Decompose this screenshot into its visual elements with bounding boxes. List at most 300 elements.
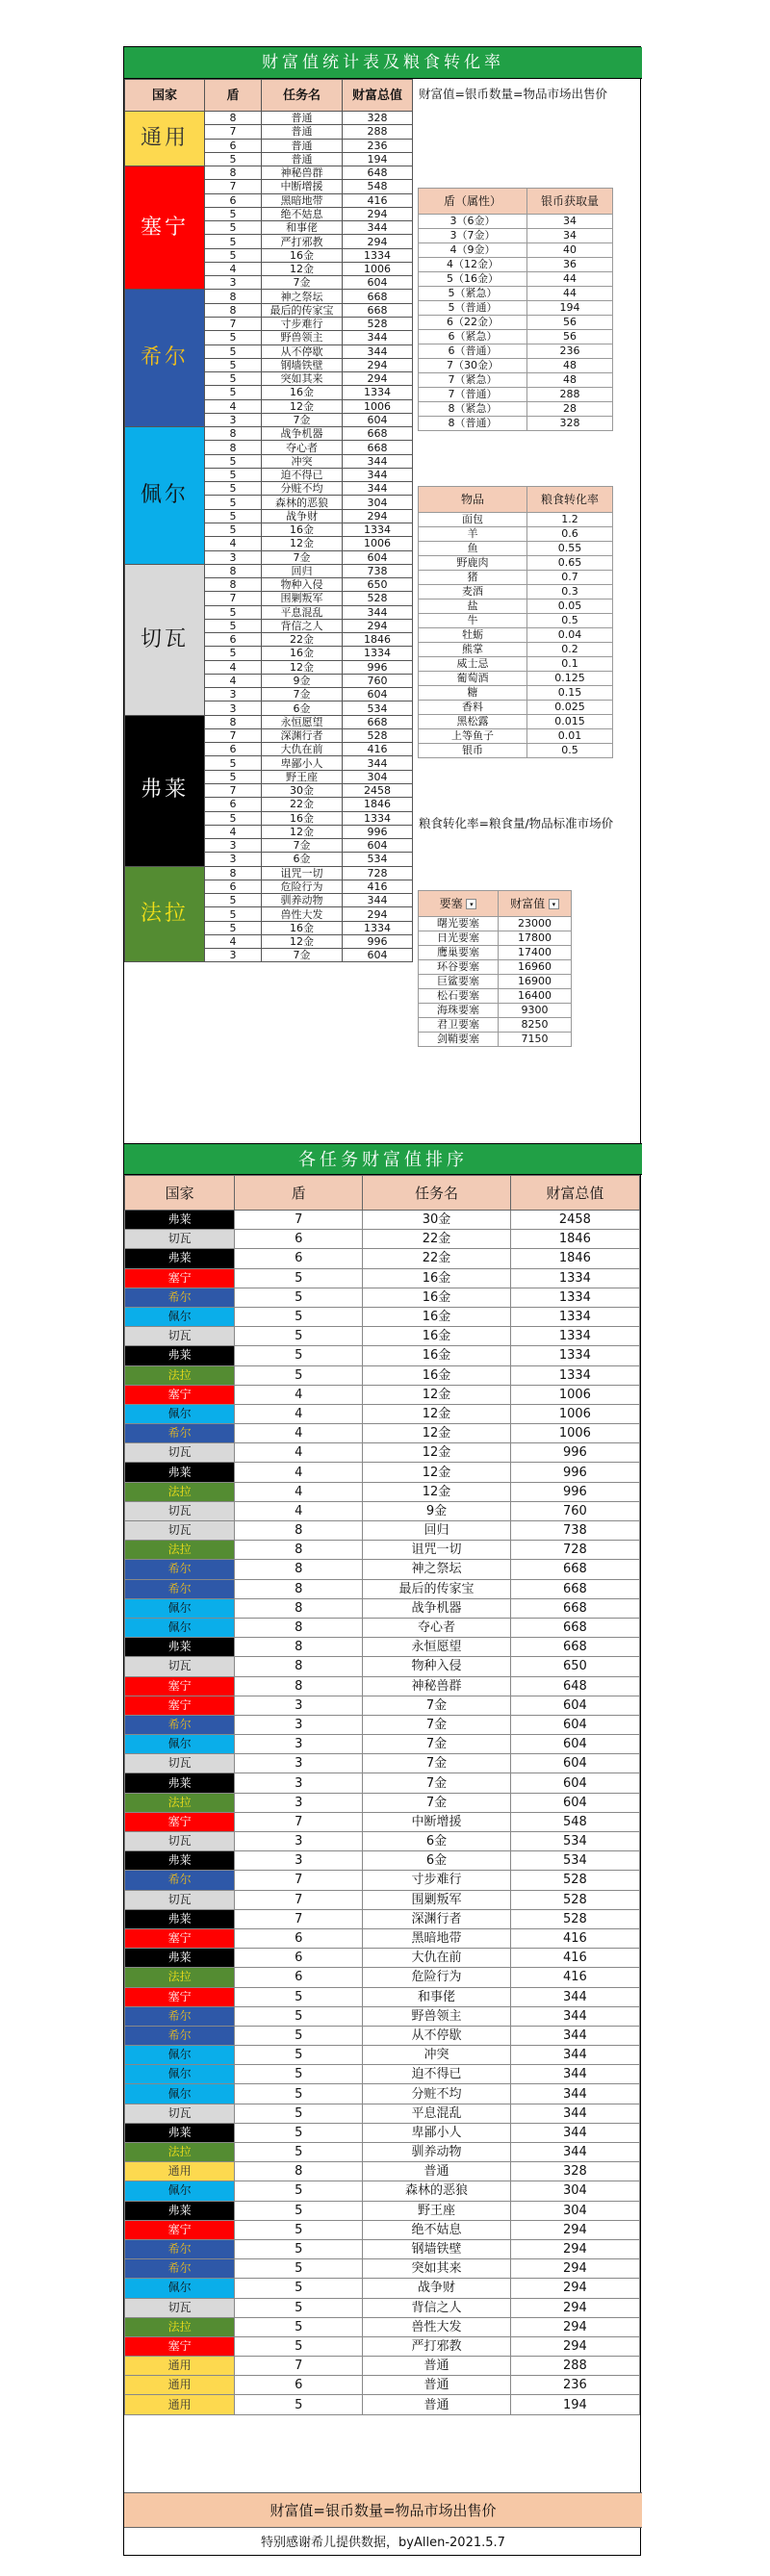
silver-cell: 48 — [527, 373, 613, 388]
country-cell: 塞宁 — [125, 166, 205, 290]
table-row — [419, 388, 613, 402]
task-cell: 围剿叛军 — [262, 592, 343, 605]
shield-cell: 4（9金） — [419, 243, 527, 258]
task-cell: 分赃不均 — [262, 482, 343, 496]
shield-cell: 4 — [235, 1404, 363, 1423]
task-cell: 22金 — [363, 1230, 510, 1249]
ranking-row — [125, 2006, 640, 2026]
shield-cell: 5 — [205, 482, 262, 496]
wealth-cell: 294 — [510, 2336, 639, 2356]
wealth-cell: 1334 — [343, 921, 413, 934]
ranking-row — [125, 2357, 640, 2376]
task-cell: 从不停歇 — [262, 344, 343, 358]
wealth-cell: 294 — [510, 2239, 639, 2258]
task-cell: 7金 — [262, 413, 343, 426]
ranking-row — [125, 1327, 640, 1346]
ranking-row — [125, 2279, 640, 2298]
shield-cell: 5 — [205, 619, 262, 632]
ranking-row — [125, 1638, 640, 1657]
wealth-cell: 344 — [343, 605, 413, 619]
country-cell: 法拉 — [125, 1482, 235, 1501]
task-cell: 6金 — [363, 1832, 510, 1851]
silver-cell: 48 — [527, 359, 613, 373]
wealth-cell: 604 — [343, 949, 413, 962]
table-row — [419, 258, 613, 272]
table-row — [419, 243, 613, 258]
shield-cell: 5 — [235, 2259, 363, 2279]
task-cell: 16金 — [363, 1365, 510, 1385]
shield-cell: 5 — [205, 386, 262, 399]
ranking-row — [125, 1949, 640, 1968]
country-cell: 弗莱 — [125, 1249, 235, 1268]
filter-dropdown-icon[interactable]: ▾ — [466, 899, 476, 909]
task-cell: 9金 — [262, 674, 343, 687]
wealth-cell: 344 — [343, 344, 413, 358]
country-cell: 弗莱 — [125, 1638, 235, 1657]
wealth-cell: 1334 — [343, 647, 413, 660]
task-cell: 绝不姑息 — [363, 2220, 510, 2239]
wealth-cell: 236 — [510, 2376, 639, 2395]
ranking-row — [125, 1385, 640, 1404]
task-cell: 7金 — [363, 1754, 510, 1773]
table-row — [419, 599, 613, 614]
food-conversion-table — [418, 486, 613, 758]
wealth-cell: 1006 — [343, 399, 413, 413]
shield-cell: 8 — [235, 1579, 363, 1598]
shield-cell: 5 — [205, 358, 262, 371]
table-row — [419, 975, 572, 989]
wealth-cell: 604 — [510, 1754, 639, 1773]
ranking-row — [125, 1541, 640, 1560]
country-cell: 切瓦 — [125, 1501, 235, 1520]
rank-header-wealth: 财富总值 — [510, 1176, 639, 1211]
country-cell: 法拉 — [125, 1541, 235, 1560]
table-row — [125, 112, 413, 125]
task-cell: 驯养动物 — [363, 2143, 510, 2162]
ranking-row — [125, 2123, 640, 2142]
wealth-cell: 648 — [510, 1676, 639, 1696]
wealth-cell: 294 — [510, 2259, 639, 2279]
task-cell: 夺心者 — [363, 1618, 510, 1637]
task-cell: 6金 — [262, 853, 343, 866]
shield-cell: 4 — [235, 1443, 363, 1463]
country-cell: 弗莱 — [125, 1346, 235, 1365]
rank-header-task: 任务名 — [363, 1176, 510, 1211]
country-cell: 切瓦 — [125, 1443, 235, 1463]
ranking-row — [125, 1618, 640, 1637]
country-cell: 切瓦 — [125, 1657, 235, 1676]
sheet-title: 财富值统计表及粮食转化率 — [124, 47, 642, 79]
table-row — [419, 744, 613, 758]
wealth-cell: 1334 — [343, 811, 413, 825]
ranking-row — [125, 1346, 640, 1365]
wealth-cell: 668 — [343, 290, 413, 303]
wealth-cell: 528 — [510, 1871, 639, 1890]
shield-cell: 3（7金） — [419, 229, 527, 243]
table-row — [419, 556, 613, 571]
country-cell: 希尔 — [125, 2259, 235, 2279]
wealth-cell: 534 — [343, 853, 413, 866]
shield-cell: 4 — [235, 1463, 363, 1482]
wealth-cell: 304 — [510, 2181, 639, 2201]
table-row — [419, 729, 613, 744]
country-cell: 弗莱 — [125, 2123, 235, 2142]
country-cell: 弗莱 — [125, 1773, 235, 1793]
task-cell: 12金 — [363, 1482, 510, 1501]
table-row — [419, 917, 572, 931]
shield-cell: 5 — [205, 235, 262, 248]
task-cell: 深渊行者 — [363, 1909, 510, 1928]
table-row — [419, 701, 613, 715]
silver-cell: 56 — [527, 330, 613, 344]
shield-cell: 8 — [235, 1560, 363, 1579]
ranking-row — [125, 2065, 640, 2084]
silver-cell: 36 — [527, 258, 613, 272]
item-cell: 面包 — [419, 513, 527, 527]
shield-cell: 5 — [235, 2104, 363, 2123]
country-cell: 切瓦 — [125, 1327, 235, 1346]
silver-cell: 34 — [527, 229, 613, 243]
wealth-cell: 650 — [343, 578, 413, 592]
task-cell: 钢墙铁壁 — [262, 358, 343, 371]
wealth-cell: 328 — [510, 2162, 639, 2181]
ranking-row — [125, 1424, 640, 1443]
wealth-cell: 604 — [343, 688, 413, 701]
shield-cell: 7 — [205, 592, 262, 605]
wealth-cell: 996 — [510, 1482, 639, 1501]
silver-cell: 28 — [527, 402, 613, 417]
rank-header-shield: 盾 — [235, 1176, 363, 1211]
wealth-cell: 996 — [510, 1443, 639, 1463]
shield-cell: 4 — [205, 262, 262, 275]
shield-cell: 3 — [235, 1773, 363, 1793]
ranking-row — [125, 1754, 640, 1773]
shield-cell: 6 — [235, 1968, 363, 1987]
ranking-row — [125, 2084, 640, 2104]
table-row — [419, 686, 613, 701]
shield-cell: 5 — [205, 248, 262, 262]
wealth-cell: 294 — [343, 207, 413, 220]
ranking-row — [125, 1365, 640, 1385]
fortress-wealth-cell: 8250 — [499, 1018, 572, 1033]
task-cell: 平息混乱 — [363, 2104, 510, 2123]
task-cell: 和事佬 — [262, 221, 343, 235]
wealth-cell: 294 — [510, 2298, 639, 2317]
task-cell: 12金 — [363, 1443, 510, 1463]
wealth-cell: 344 — [510, 1987, 639, 2006]
country-cell: 佩尔 — [125, 2065, 235, 2084]
wealth-cell: 194 — [343, 152, 413, 166]
task-cell: 16金 — [262, 811, 343, 825]
table-row — [419, 513, 613, 527]
shield-cell: 5 — [235, 2065, 363, 2084]
task-cell: 严打邪教 — [363, 2336, 510, 2356]
shield-cell: 8 — [235, 1676, 363, 1696]
shield-cell: 4 — [205, 934, 262, 948]
task-cell: 神之祭坛 — [262, 290, 343, 303]
shield-cell: 3 — [205, 550, 262, 564]
shield-cell: 3 — [235, 1715, 363, 1734]
fortress-wealth-cell: 16960 — [499, 960, 572, 975]
ranking-row — [125, 1987, 640, 2006]
ranking-row — [125, 1832, 640, 1851]
ranking-row — [125, 2181, 640, 2201]
shield-cell: 8 — [235, 1541, 363, 1560]
shield-cell: 3 — [235, 1793, 363, 1812]
shield-cell: 5 — [205, 523, 262, 536]
wealth-cell: 1846 — [510, 1230, 639, 1249]
table-row — [419, 960, 572, 975]
wealth-cell: 1334 — [510, 1365, 639, 1385]
country-cell: 弗莱 — [125, 1949, 235, 1968]
task-cell: 回归 — [363, 1521, 510, 1541]
food-rate-cell: 0.125 — [527, 672, 613, 686]
shield-cell: 7 — [235, 1812, 363, 1831]
wealth-cell: 344 — [510, 2046, 639, 2065]
wealth-cell: 1334 — [510, 1268, 639, 1288]
fortress-wealth-cell: 23000 — [499, 917, 572, 931]
ranking-row — [125, 2201, 640, 2220]
filter-dropdown-icon[interactable]: ▾ — [549, 899, 559, 909]
silver-cell: 288 — [527, 388, 613, 402]
task-cell: 迫不得已 — [363, 2065, 510, 2084]
task-cell: 普通 — [262, 125, 343, 139]
ranking-row — [125, 1715, 640, 1734]
task-cell: 大仇在前 — [363, 1949, 510, 1968]
fortress-header[interactable]: 要塞 ▾ — [419, 891, 499, 917]
item-cell: 香料 — [419, 701, 527, 715]
item-cell: 麦酒 — [419, 585, 527, 599]
wealth-cell: 650 — [510, 1657, 639, 1676]
wealth-cell: 344 — [343, 454, 413, 468]
task-cell: 物种入侵 — [363, 1657, 510, 1676]
wealth-cell: 668 — [510, 1638, 639, 1657]
shield-cell: 3 — [235, 1832, 363, 1851]
ranking-row — [125, 2046, 640, 2065]
table-row — [419, 330, 613, 344]
country-cell: 塞宁 — [125, 1812, 235, 1831]
task-cell: 16金 — [262, 386, 343, 399]
country-cell: 切瓦 — [125, 1230, 235, 1249]
fortress-wealth-cell: 9300 — [499, 1004, 572, 1018]
task-cell: 16金 — [262, 523, 343, 536]
task-cell: 16金 — [363, 1268, 510, 1288]
silver-cell: 44 — [527, 272, 613, 287]
ranking-row — [125, 1676, 640, 1696]
task-cell: 黑暗地带 — [363, 1928, 510, 1948]
task-cell: 16金 — [363, 1288, 510, 1307]
shield-cell: 6 — [235, 2376, 363, 2395]
shield-cell: 4 — [205, 399, 262, 413]
task-cell: 战争财 — [363, 2279, 510, 2298]
table-row — [125, 427, 413, 441]
shield-cell: 6 — [235, 1249, 363, 1268]
shield-cell: 3 — [235, 1851, 363, 1871]
task-cell: 7金 — [262, 550, 343, 564]
country-cell: 佩尔 — [125, 2279, 235, 2298]
task-cell: 22金 — [262, 633, 343, 647]
country-cell: 佩尔 — [125, 427, 205, 565]
country-cell: 希尔 — [125, 1560, 235, 1579]
silver-cell: 56 — [527, 316, 613, 330]
wealth-cell: 328 — [343, 112, 413, 125]
shield-cell: 3 — [235, 1696, 363, 1715]
task-cell: 22金 — [363, 1249, 510, 1268]
wealth-cell: 604 — [510, 1696, 639, 1715]
country-cell: 塞宁 — [125, 2220, 235, 2239]
table-row — [419, 643, 613, 657]
shield-cell: 7（紧急） — [419, 373, 527, 388]
task-cell: 16金 — [262, 647, 343, 660]
table-row — [125, 166, 413, 180]
item-cell: 鱼 — [419, 542, 527, 556]
task-cell: 严打邪教 — [262, 235, 343, 248]
task-cell: 16金 — [262, 921, 343, 934]
table-row — [419, 931, 572, 946]
wealth-cell: 294 — [510, 2317, 639, 2336]
ranking-row — [125, 1579, 640, 1598]
country-cell: 塞宁 — [125, 1268, 235, 1288]
wealth-cell: 304 — [343, 496, 413, 509]
wealth-cell: 996 — [343, 934, 413, 948]
table-row — [419, 1033, 572, 1047]
task-cell: 12金 — [262, 537, 343, 550]
shield-cell: 8 — [205, 564, 262, 577]
wealth-cell: 344 — [510, 2006, 639, 2026]
task-cell: 12金 — [262, 399, 343, 413]
item-cell: 黑松露 — [419, 715, 527, 729]
wealth-cell: 1006 — [510, 1424, 639, 1443]
country-cell: 佩尔 — [125, 1618, 235, 1637]
shield-cell: 5 — [205, 468, 262, 481]
wealth-cell: 604 — [343, 550, 413, 564]
task-cell: 野王座 — [363, 2201, 510, 2220]
ranking-row — [125, 1230, 640, 1249]
task-cell: 普通 — [262, 139, 343, 152]
spreadsheet — [123, 46, 641, 2556]
task-cell: 野王座 — [262, 770, 343, 783]
task-cell: 16金 — [363, 1346, 510, 1365]
wealth-cell: 534 — [343, 701, 413, 715]
ranking-row — [125, 1773, 640, 1793]
table-row — [419, 373, 613, 388]
shield-cell: 3 — [205, 853, 262, 866]
task-cell: 战争财 — [262, 509, 343, 523]
fortress-wealth-header[interactable]: 财富值 ▾ — [499, 891, 572, 917]
wealth-formula-note: 财富值=银币数量=物品市场出售价 — [419, 87, 607, 101]
task-cell: 永恒愿望 — [262, 715, 343, 728]
country-cell: 希尔 — [125, 1424, 235, 1443]
food-rate-header: 粮食转化率 — [527, 487, 613, 513]
item-cell: 牡蛎 — [419, 628, 527, 643]
wealth-cell: 344 — [510, 2065, 639, 2084]
shield-cell: 3 — [205, 839, 262, 853]
ranking-row — [125, 2298, 640, 2317]
task-cell: 和事佬 — [363, 1987, 510, 2006]
task-cell: 冲突 — [363, 2046, 510, 2065]
shield-cell: 5 — [205, 372, 262, 386]
task-cell: 神秘兽群 — [262, 166, 343, 180]
task-cell: 神秘兽群 — [363, 1676, 510, 1696]
wealth-cell: 304 — [510, 2201, 639, 2220]
item-cell: 羊 — [419, 527, 527, 542]
shield-cell: 7 — [235, 2357, 363, 2376]
task-cell: 夺心者 — [262, 441, 343, 454]
task-cell: 驯养动物 — [262, 894, 343, 907]
food-rate-cell: 0.6 — [527, 527, 613, 542]
ranking-row — [125, 2336, 640, 2356]
wealth-cell: 1334 — [510, 1327, 639, 1346]
fortress-wealth-cell: 17800 — [499, 931, 572, 946]
fortress-wealth-cell: 16400 — [499, 989, 572, 1004]
country-cell: 塞宁 — [125, 1987, 235, 2006]
table-row — [419, 215, 613, 229]
table-row — [419, 301, 613, 316]
wealth-cell: 1334 — [343, 248, 413, 262]
shield-header: 盾（属性） — [419, 189, 527, 215]
item-cell: 糖 — [419, 686, 527, 701]
country-cell: 希尔 — [125, 1871, 235, 1890]
ranking-row — [125, 1404, 640, 1423]
ranking-row — [125, 1793, 640, 1812]
shield-cell: 3 — [205, 413, 262, 426]
table-row — [125, 290, 413, 303]
task-cell: 分赃不均 — [363, 2084, 510, 2104]
shield-cell: 5 — [235, 2143, 363, 2162]
task-cell: 黑暗地带 — [262, 193, 343, 207]
shield-cell: 8 — [235, 1598, 363, 1618]
shield-cell: 5 — [205, 907, 262, 921]
wealth-cell: 416 — [510, 1928, 639, 1948]
table-row — [419, 527, 613, 542]
ranking-row — [125, 1812, 640, 1831]
ranking-row — [125, 1657, 640, 1676]
task-cell: 最后的传家宝 — [363, 1579, 510, 1598]
task-cell: 森林的恶狼 — [262, 496, 343, 509]
item-cell: 上等鱼子 — [419, 729, 527, 744]
country-cell: 切瓦 — [125, 2298, 235, 2317]
food-rate-cell: 0.3 — [527, 585, 613, 599]
silver-cell: 44 — [527, 287, 613, 301]
food-rate-cell: 0.65 — [527, 556, 613, 571]
wealth-cell: 344 — [510, 2123, 639, 2142]
ranking-row — [125, 1211, 640, 1230]
wealth-cell: 996 — [510, 1463, 639, 1482]
wealth-cell: 528 — [343, 728, 413, 742]
wealth-cell: 344 — [343, 756, 413, 770]
task-cell: 16金 — [363, 1327, 510, 1346]
silver-cell: 34 — [527, 215, 613, 229]
ranking-row — [125, 2143, 640, 2162]
country-cell: 塞宁 — [125, 1676, 235, 1696]
wealth-cell: 668 — [343, 303, 413, 317]
table-row — [419, 402, 613, 417]
food-rate-cell: 0.025 — [527, 701, 613, 715]
table-row — [419, 672, 613, 686]
task-wealth-table — [124, 79, 413, 962]
food-rate-cell: 0.7 — [527, 571, 613, 585]
country-cell: 切瓦 — [125, 1832, 235, 1851]
wealth-cell: 1006 — [510, 1385, 639, 1404]
ranking-row — [125, 1443, 640, 1463]
wealth-cell: 1006 — [343, 262, 413, 275]
footer-formula: 财富值=银币数量=物品市场出售价 — [124, 2492, 642, 2527]
fortress-wealth-cell: 17400 — [499, 946, 572, 960]
wealth-cell: 668 — [343, 427, 413, 441]
table-row — [419, 542, 613, 556]
task-cell: 12金 — [262, 262, 343, 275]
header-task: 任务名 — [262, 80, 343, 112]
